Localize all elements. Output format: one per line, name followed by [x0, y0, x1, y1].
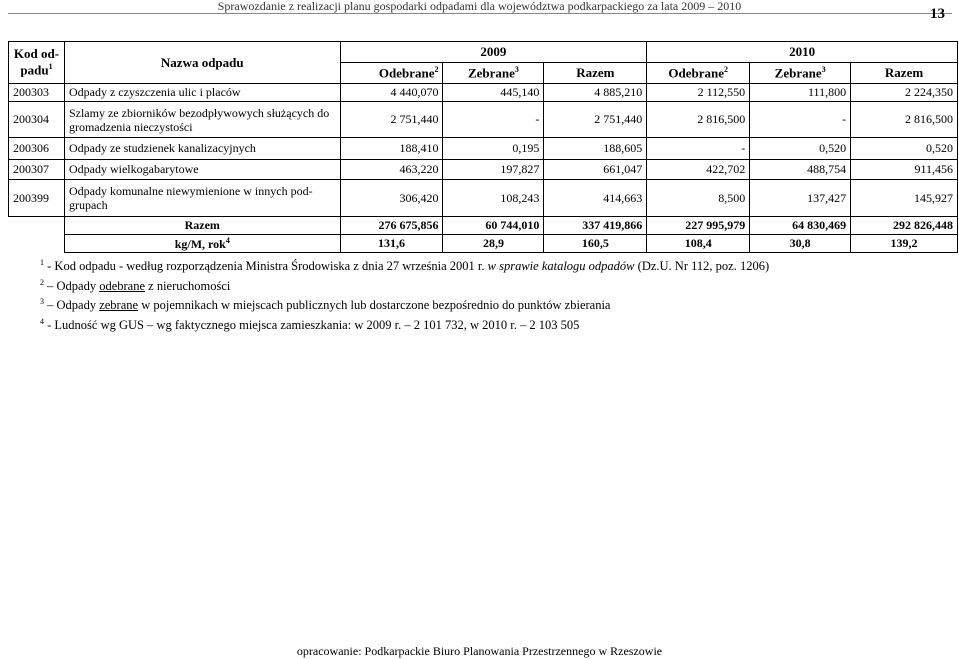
- header-code: Kod od-padu$^1$: [9, 42, 65, 84]
- footnote-4: $^4$ - Ludność wg GUS – wg faktycznego miejsca zamieszkania: w 2009 r. – 2 101 732, w 2010 r. – 2 103 505: [40, 316, 580, 333]
- table-row: 200307 Odpady wielkogabarytowe 463,220 197,827 661,047 422,702 488,754 911,456: [9, 160, 958, 180]
- per-capita-row: kg/M, rok$^4$ 131,6 28,9 160,5 108,4 30,8 139,2: [9, 235, 958, 253]
- footnote-3: $^3$ – Odpady zebrane w pojemnikach w miejscach publicznych lub dostarczone bezpośrednio do punktów zbierania: [40, 297, 611, 313]
- header-divider: [8, 13, 952, 14]
- header-year-2009: 2009: [340, 42, 647, 63]
- page-header-title: Sprawozdanie z realizacji planu gospodarki odpadami dla województwa podkarpackiego za lata 2009 – 2010: [217, 0, 742, 13]
- footnotes: [40, 255, 769, 334]
- waste-table: [8, 41, 958, 253]
- page-number: 13: [930, 6, 945, 22]
- header-year-2010: 2010: [647, 42, 958, 63]
- header-odebrane-2009: Odebrane$^2$: [340, 63, 443, 84]
- footnote-1: $^1$ - Kod odpadu - według rozporządzenia Ministra Środowiska z dnia 27 września 2001 r. w sprawie katalogu odpadów (Dz.U. Nr 112, poz. 1206): [40, 258, 770, 274]
- page-footer: opracowanie: Podkarpackie Biuro Planowania Przestrzennego w Rzeszowie: [296, 644, 663, 658]
- table-row: 200303 Odpady z czyszczenia ulic i placów 4 440,070 445,140 4 885,210 2 112,550 111,800 2 224,350: [9, 84, 958, 102]
- header-zebrane-2010: Zebrane$^3$: [750, 63, 851, 84]
- table-row: 200399 Odpady komunalne niewymienione w innych pod-grupach 306,420 108,243 414,663 8,500 137,427 145,927: [9, 180, 958, 217]
- table-row: 200304 Szlamy ze zbiorników bezodpływowych służących do gromadzenia nieczystości 2 751,440 - 2 751,440 2 816,500 - 2 816,500: [9, 102, 958, 138]
- header-name: Nazwa odpadu: [64, 42, 340, 84]
- footnote-2: $^2$ – Odpady odebrane z nieruchomości: [40, 277, 231, 293]
- table-row: 200306 Odpady ze studzienek kanalizacyjnych 188,410 0,195 188,605 - 0,520 0,520: [9, 138, 958, 160]
- total-label: Razem: [64, 217, 340, 235]
- total-row: Razem 276 675,856 60 744,010 337 419,866 227 995,979 64 830,469 292 826,448: [9, 217, 958, 235]
- header-zebrane-2009: Zebrane$^3$: [443, 63, 544, 84]
- header-razem-2009: Razem: [544, 63, 647, 84]
- header-razem-2010: Razem: [851, 63, 958, 84]
- header-odebrane-2010: Odebrane$^2$: [647, 63, 750, 84]
- per-capita-label: kg/M, rok$^4$: [64, 235, 340, 253]
